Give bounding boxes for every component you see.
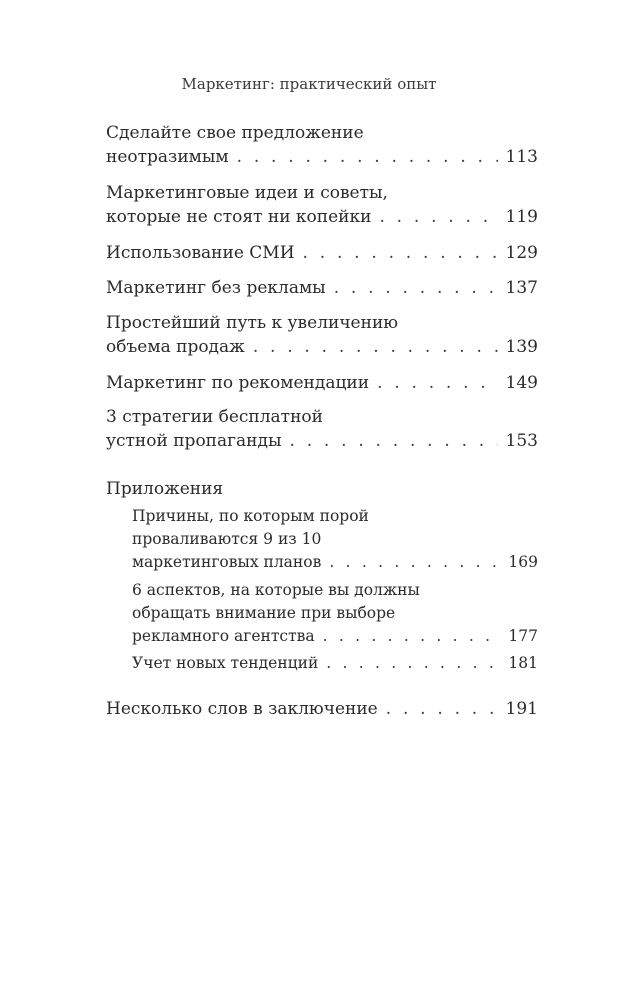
- running-head: Маркетинг: практический опыт: [181, 75, 437, 93]
- toc-entry: [106, 371, 538, 395]
- toc-entry-line: Маркетинг по рекомендации: [106, 373, 370, 393]
- dot-leader: [377, 371, 498, 395]
- page-number: 191: [505, 699, 538, 719]
- dot-leader: [334, 276, 498, 300]
- toc-entry: [106, 121, 538, 169]
- dot-leader: [326, 652, 498, 675]
- toc-entry-line: объема продаж: [106, 337, 245, 357]
- dot-leader: [386, 697, 498, 721]
- toc-subentry: [132, 652, 538, 675]
- page-number: 139: [505, 337, 538, 357]
- toc-entry: [106, 181, 538, 229]
- toc-entry-line: маркетинговых планов: [132, 553, 322, 571]
- page-number: 119: [505, 207, 538, 227]
- page-number: 169: [508, 553, 538, 571]
- page-number: 153: [505, 431, 538, 451]
- page-number: 181: [508, 654, 538, 672]
- toc-entry-line: рекламного агентства: [132, 627, 315, 645]
- toc-entry-line: обращать внимание при выборе: [132, 604, 396, 622]
- toc-subentry: [132, 505, 538, 574]
- page-number: 113: [505, 147, 538, 167]
- appendix-heading: Приложения: [106, 479, 224, 499]
- toc-entry: [106, 697, 538, 721]
- page-number: 149: [505, 373, 538, 393]
- toc-entry-line: проваливаются 9 из 10: [132, 530, 322, 548]
- toc-entry-line: которые не стоят ни копейки: [106, 207, 372, 227]
- toc-entry-line: 3 стратегии бесплатной: [106, 407, 323, 427]
- toc-entry-line: 6 аспектов, на которые вы должны: [132, 581, 420, 599]
- dot-leader: [329, 551, 498, 574]
- dot-leader: [323, 625, 498, 648]
- toc-entry-line: неотразимым: [106, 147, 229, 167]
- page-number: 177: [508, 627, 538, 645]
- toc-entry-line: Простейший путь к увеличению: [106, 313, 399, 333]
- toc-entry-line: Маркетинговые идеи и советы,: [106, 183, 388, 203]
- dot-leader: [290, 429, 498, 453]
- toc-entry-line: устной пропаганды: [106, 431, 282, 451]
- toc-entry: [106, 311, 538, 359]
- toc-entry-line: Маркетинг без рекламы: [106, 278, 326, 298]
- toc-entry-line: Несколько слов в заключение: [106, 699, 378, 719]
- toc-entry-line: Учет новых тенденций: [132, 654, 319, 672]
- toc-entry-line: Сделайте свое предложение: [106, 123, 364, 143]
- dot-leader: [253, 335, 498, 359]
- page-number: 129: [505, 243, 538, 263]
- dot-leader: [237, 145, 498, 169]
- toc-entry: [106, 241, 538, 265]
- toc-entry: [106, 405, 538, 453]
- dot-leader: [379, 205, 498, 229]
- toc-entry-line: Использование СМИ: [106, 243, 295, 263]
- dot-leader: [303, 241, 498, 265]
- toc-subentry: [132, 579, 538, 648]
- toc-entry: [106, 276, 538, 300]
- page-number: 137: [505, 278, 538, 298]
- toc-entry-line: Причины, по которым порой: [132, 507, 369, 525]
